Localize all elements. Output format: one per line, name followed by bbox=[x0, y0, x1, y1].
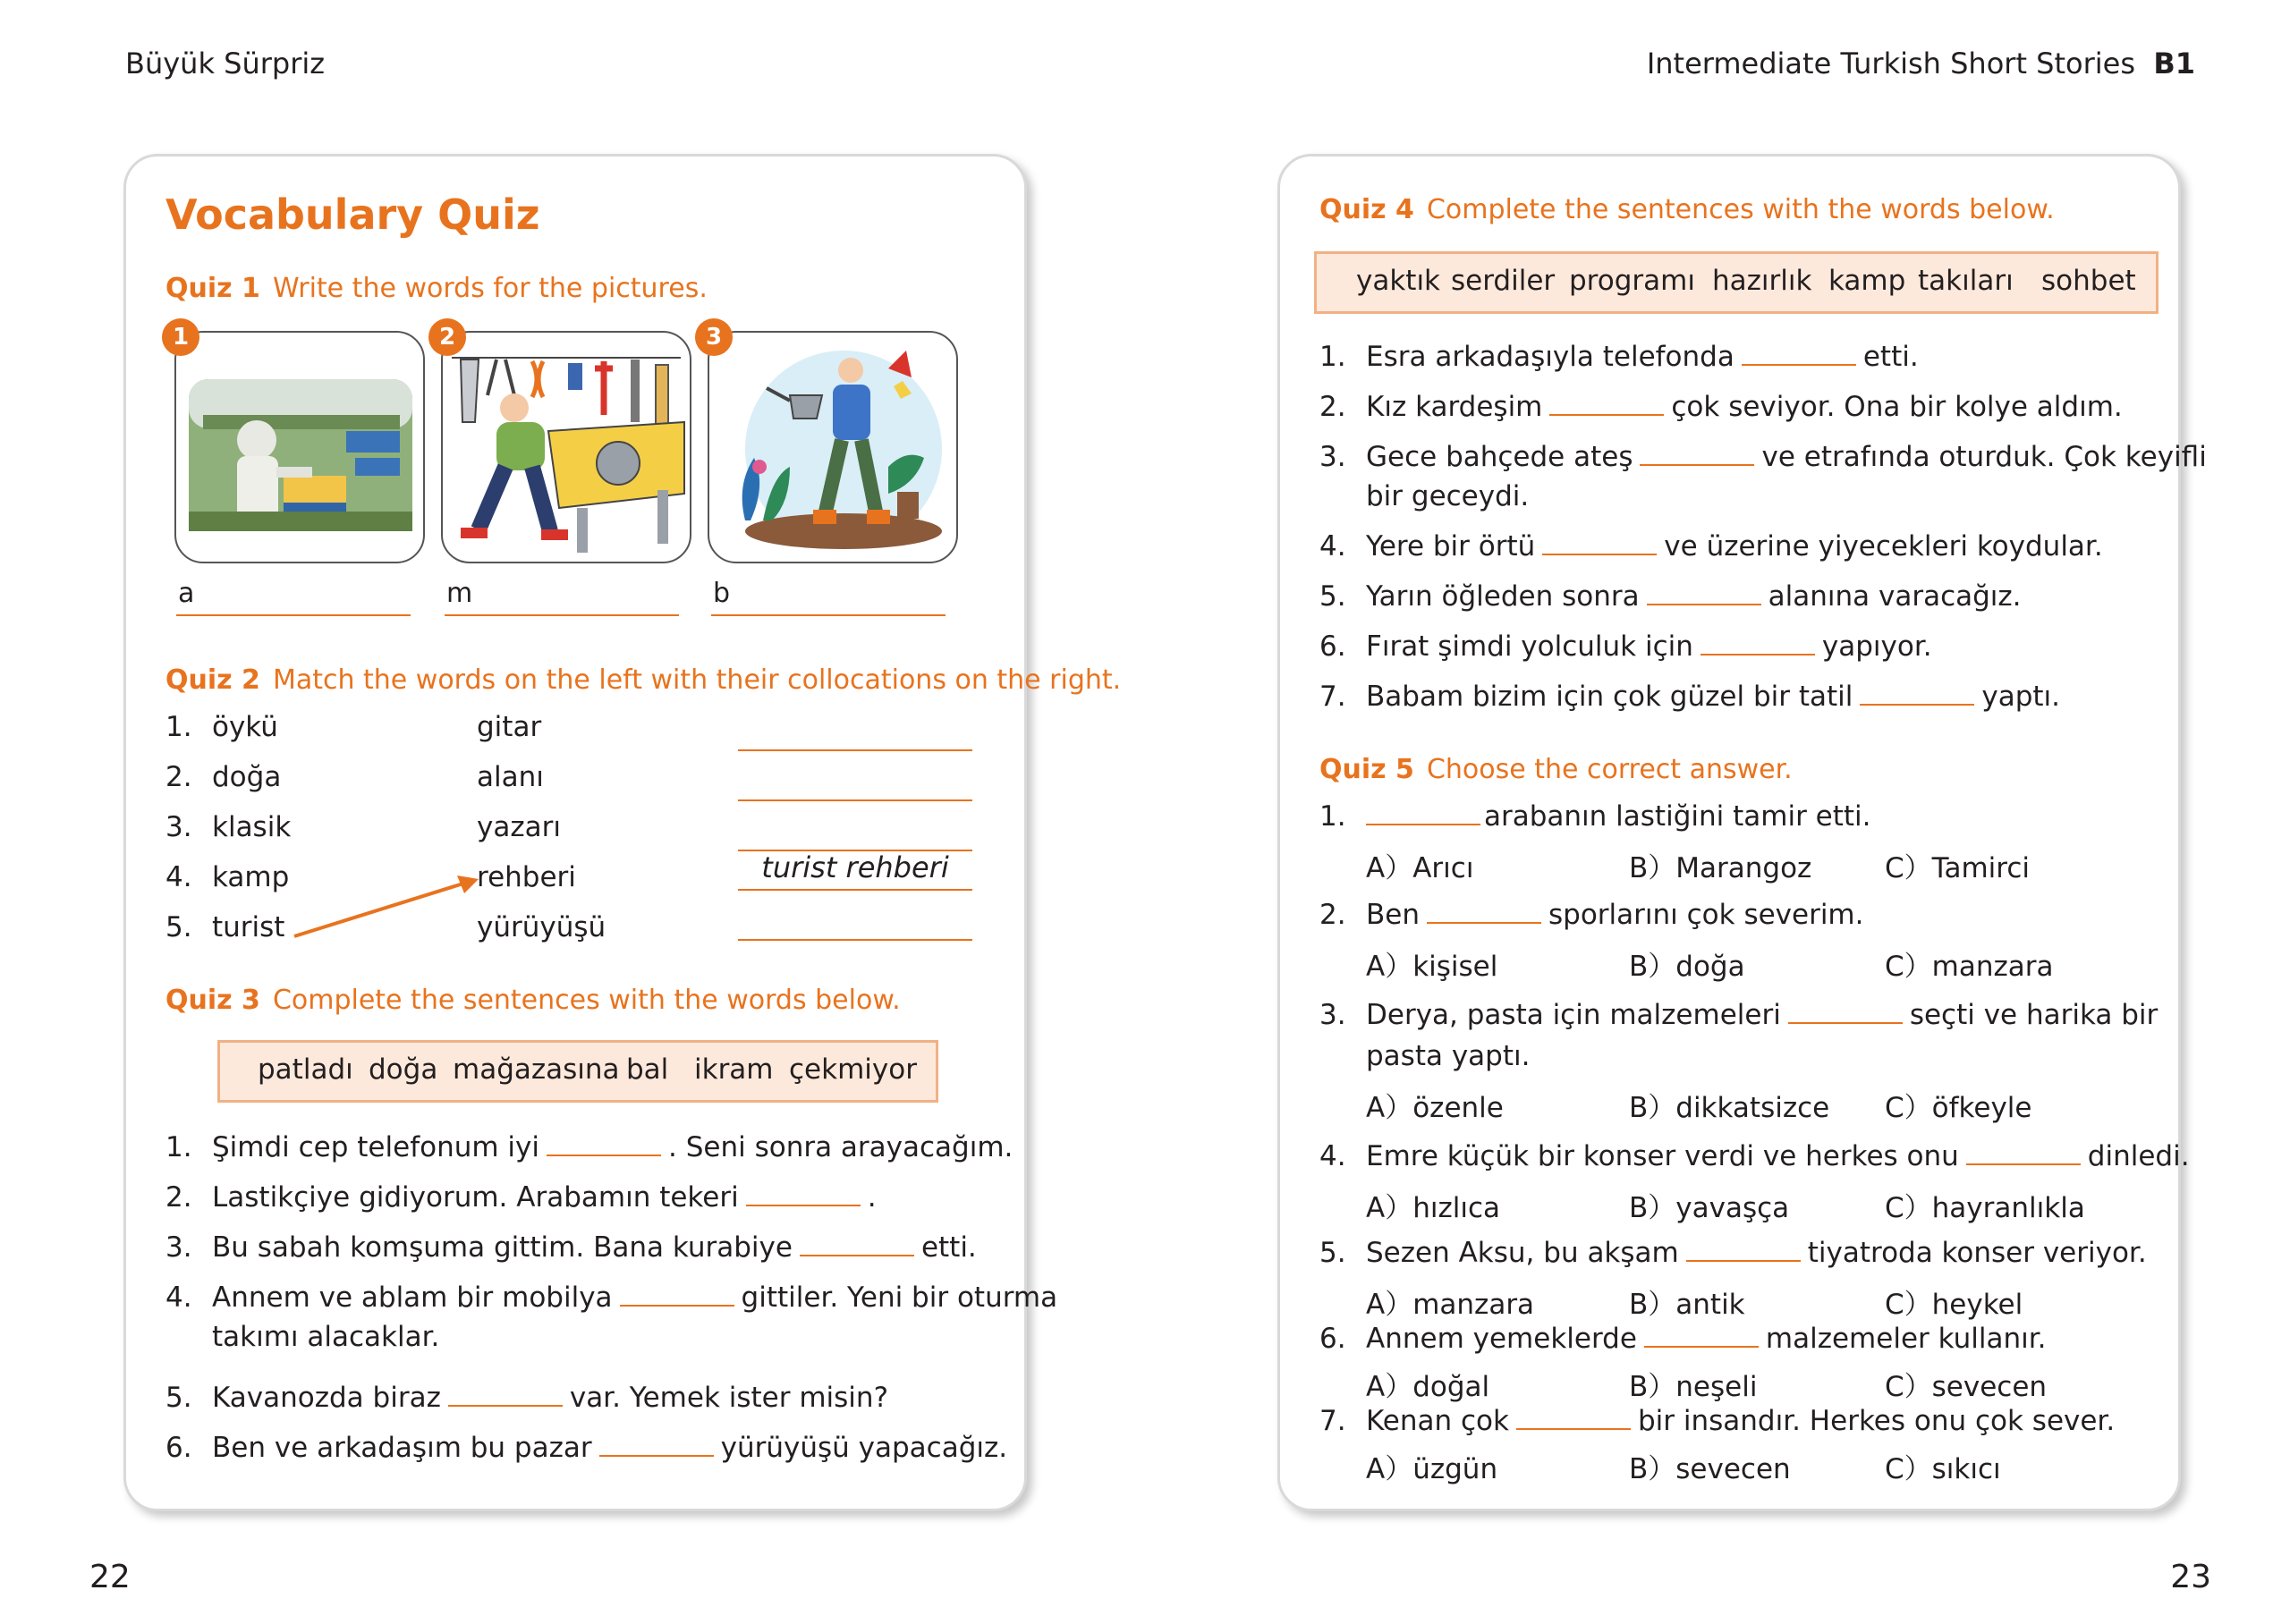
question-part: Ben bbox=[1366, 899, 1420, 931]
picture-3-number-badge: 3 bbox=[695, 318, 733, 356]
quiz2-heading bbox=[165, 664, 1121, 696]
fill-blank[interactable] bbox=[599, 1446, 714, 1457]
question-part: seçti ve harika bir bbox=[1909, 999, 2159, 1031]
fill-blank[interactable] bbox=[1542, 545, 1657, 555]
quiz2-row-5 bbox=[165, 911, 284, 943]
sentence-number: 5. bbox=[1319, 580, 1346, 613]
question-part: Emre küçük bir konser verdi ve herkes onu bbox=[1366, 1140, 1959, 1172]
quiz2-word: kamp bbox=[212, 861, 290, 893]
page-number-right: 23 bbox=[2170, 1559, 2211, 1595]
fill-blank[interactable] bbox=[448, 1396, 563, 1407]
quiz3-heading bbox=[165, 985, 901, 1016]
quiz5-question-2 bbox=[1319, 899, 1864, 931]
picture-1-letter: a bbox=[178, 578, 195, 609]
sentence-part: Yarın öğleden sonra bbox=[1366, 580, 1640, 613]
quiz5-heading bbox=[1319, 754, 1793, 785]
picture-3-gardener bbox=[708, 331, 958, 563]
question-part: bir insandır. Herkes onu çok sever. bbox=[1637, 1405, 2116, 1437]
fill-blank[interactable] bbox=[1647, 595, 1761, 605]
quiz2-row-2 bbox=[165, 761, 281, 793]
sentence-number: 4. bbox=[165, 1281, 192, 1314]
quiz2-num: 2. bbox=[165, 761, 192, 793]
sentence-part: Ben ve arkadaşım bu pazar bbox=[212, 1432, 592, 1464]
picture-2-answer-line[interactable] bbox=[445, 577, 679, 616]
quiz3-sentence-2 bbox=[165, 1181, 877, 1214]
sentence-part: gittiler. Yeni bir oturma bbox=[741, 1281, 1058, 1314]
picture-2-letter: m bbox=[446, 578, 473, 609]
quiz5-question-1 bbox=[1319, 800, 1871, 833]
gardener-illustration bbox=[709, 333, 956, 562]
quiz5-question-6 bbox=[1319, 1323, 2047, 1355]
question-part: dinledi. bbox=[2087, 1140, 2190, 1172]
sentence-part: ve etrafında oturduk. Çok keyifli bbox=[1761, 441, 2207, 473]
quiz5-q1-option-b[interactable]: B）Marangoz bbox=[1629, 852, 1812, 884]
sentence-number: 1. bbox=[1319, 341, 1346, 373]
sentence-number: 2. bbox=[1319, 391, 1346, 423]
quiz2-answer-line-5[interactable] bbox=[738, 939, 972, 941]
word-bank-item: bal bbox=[626, 1053, 669, 1086]
question-part: malzemeler kullanır. bbox=[1765, 1323, 2047, 1355]
sentence-part: etti. bbox=[920, 1231, 977, 1264]
quiz5-q6-option-b[interactable]: B）neşeli bbox=[1629, 1371, 1758, 1403]
quiz2-collocation-5: yürüyüşü bbox=[477, 911, 606, 943]
quiz2-num: 5. bbox=[165, 911, 192, 943]
quiz4-sentence-3-continued: bir geceydi. bbox=[1366, 480, 1530, 512]
quiz3-sentence-4-continued: takımı alacaklar. bbox=[212, 1321, 440, 1353]
quiz4-sentence-7 bbox=[1319, 681, 2060, 713]
picture-1-number-badge: 1 bbox=[162, 318, 199, 356]
fill-blank[interactable] bbox=[1549, 405, 1664, 416]
quiz5-q4-option-b[interactable]: B）yavaşça bbox=[1629, 1192, 1790, 1224]
sentence-number: 4. bbox=[1319, 530, 1346, 562]
quiz5-q2-option-a[interactable]: A）kişisel bbox=[1366, 951, 1498, 983]
quiz4-sentence-4 bbox=[1319, 530, 2103, 562]
sentence-part: Yere bir örtü bbox=[1366, 530, 1536, 562]
sentence-part: var. Yemek ister misin? bbox=[569, 1382, 889, 1414]
question-number: 3. bbox=[1319, 999, 1346, 1031]
word-bank-item: kamp bbox=[1828, 265, 1906, 297]
question-part: Derya, pasta için malzemeleri bbox=[1366, 999, 1781, 1031]
sentence-part: Babam bizim için çok güzel bir tatil bbox=[1366, 681, 1853, 713]
quiz5-q7-option-c[interactable]: C）sıkıcı bbox=[1885, 1453, 2001, 1485]
quiz5-q3-option-b[interactable]: B）dikkatsizce bbox=[1629, 1092, 1830, 1124]
quiz3-word-bank bbox=[217, 1040, 938, 1103]
word-bank-item: mağazasına bbox=[453, 1053, 620, 1086]
quiz5-q3-option-a[interactable]: A）özenle bbox=[1366, 1092, 1504, 1124]
sentence-part: Kavanozda biraz bbox=[212, 1382, 441, 1414]
word-bank-item: yaktık bbox=[1356, 265, 1441, 297]
quiz5-q1-option-a[interactable]: A）Arıcı bbox=[1366, 852, 1474, 884]
quiz5-q2-option-c[interactable]: C）manzara bbox=[1885, 951, 2054, 983]
fill-blank[interactable] bbox=[547, 1146, 661, 1156]
quiz5-question-3 bbox=[1319, 999, 2158, 1031]
sentence-number: 7. bbox=[1319, 681, 1346, 713]
fill-blank[interactable] bbox=[746, 1196, 861, 1206]
left-quiz-panel bbox=[123, 154, 1122, 1511]
sentence-number: 3. bbox=[1319, 441, 1346, 473]
question-part: sporlarını çok severim. bbox=[1548, 899, 1864, 931]
sentence-part: Gece bahçede ateş bbox=[1366, 441, 1633, 473]
picture-1-beekeeper bbox=[174, 331, 425, 563]
sentence-part: Esra arkadaşıyla telefonda bbox=[1366, 341, 1734, 373]
page-title: Vocabulary Quiz bbox=[165, 190, 540, 239]
quiz3-label: Quiz 3 bbox=[165, 985, 260, 1016]
right-quiz-panel bbox=[1277, 154, 2207, 1511]
question-number: 2. bbox=[1319, 899, 1346, 931]
quiz5-q7-option-a[interactable]: A）üzgün bbox=[1366, 1453, 1498, 1485]
sentence-part: yaptı. bbox=[1981, 681, 2061, 713]
sentence-part: etti. bbox=[1862, 341, 1919, 373]
quiz2-collocation-3: yazarı bbox=[477, 811, 561, 843]
quiz2-answer-line-1[interactable] bbox=[738, 749, 972, 751]
quiz5-q1-option-c[interactable]: C）Tamirci bbox=[1885, 852, 2030, 884]
quiz2-collocation-2: alanı bbox=[477, 761, 544, 793]
quiz2-word: klasik bbox=[212, 811, 292, 843]
quiz5-q2-option-b[interactable]: B）doğa bbox=[1629, 951, 1745, 983]
question-part: arabanın lastiğini tamir etti. bbox=[1484, 800, 1871, 833]
word-bank-item: sohbet bbox=[2041, 265, 2136, 297]
quiz5-q3-option-c[interactable]: C）öfkeyle bbox=[1885, 1092, 2032, 1124]
quiz5-instruction: Choose the correct answer. bbox=[1426, 754, 1793, 785]
fill-blank[interactable] bbox=[1516, 1419, 1631, 1430]
fill-blank[interactable] bbox=[800, 1246, 914, 1256]
fill-blank[interactable] bbox=[620, 1296, 734, 1307]
quiz3-sentence-5 bbox=[165, 1382, 888, 1414]
picture-3-letter: b bbox=[713, 578, 731, 609]
sentence-part: çok seviyor. Ona bir kolye aldım. bbox=[1671, 391, 2123, 423]
word-bank-item: serdiler bbox=[1451, 265, 1556, 297]
quiz2-row-4 bbox=[165, 861, 289, 893]
quiz5-q7-option-b[interactable]: B）sevecen bbox=[1629, 1453, 1791, 1485]
quiz5-q6-option-a[interactable]: A）doğal bbox=[1366, 1371, 1490, 1403]
quiz2-word: öykü bbox=[212, 711, 278, 743]
quiz1-label: Quiz 1 bbox=[165, 273, 260, 304]
quiz4-instruction: Complete the sentences with the words below. bbox=[1426, 194, 2055, 225]
sentence-part: alanına varacağız. bbox=[1768, 580, 2022, 613]
carpenter-illustration bbox=[443, 333, 690, 562]
quiz5-question-7 bbox=[1319, 1405, 2115, 1437]
quiz4-sentence-3 bbox=[1319, 441, 2207, 473]
fill-blank[interactable] bbox=[1788, 1013, 1903, 1024]
quiz2-row-1 bbox=[165, 711, 278, 743]
sentence-number: 3. bbox=[165, 1231, 192, 1264]
fill-blank[interactable] bbox=[1427, 913, 1541, 924]
quiz2-example-answer: turist rehberi bbox=[761, 850, 949, 884]
picture-2-carpenter bbox=[441, 331, 691, 563]
picture-3-answer-line[interactable] bbox=[711, 577, 946, 616]
quiz2-label: Quiz 2 bbox=[165, 664, 260, 696]
quiz4-sentence-5 bbox=[1319, 580, 2022, 613]
sentence-part: Fırat şimdi yolculuk için bbox=[1366, 630, 1693, 663]
quiz1-instruction: Write the words for the pictures. bbox=[272, 273, 708, 304]
level-badge: B1 bbox=[2153, 47, 2195, 80]
quiz2-num: 4. bbox=[165, 861, 192, 893]
quiz5-q4-option-c[interactable]: C）hayranlıkla bbox=[1885, 1192, 2085, 1224]
picture-2-number-badge: 2 bbox=[428, 318, 466, 356]
question-part: tiyatroda konser veriyor. bbox=[1807, 1237, 2147, 1269]
quiz5-label: Quiz 5 bbox=[1319, 754, 1414, 785]
fill-blank[interactable] bbox=[1742, 355, 1856, 366]
quiz5-q6-option-c[interactable]: C）sevecen bbox=[1885, 1371, 2048, 1403]
quiz3-instruction: Complete the sentences with the words below. bbox=[272, 985, 901, 1016]
quiz4-label: Quiz 4 bbox=[1319, 194, 1414, 225]
page-number-left: 22 bbox=[89, 1559, 131, 1595]
question-part: Sezen Aksu, bu akşam bbox=[1366, 1237, 1679, 1269]
sentence-part: Annem ve ablam bir mobilya bbox=[212, 1281, 613, 1314]
quiz3-sentence-4 bbox=[165, 1281, 1057, 1314]
sentence-number: 5. bbox=[165, 1382, 192, 1414]
quiz5-question-4 bbox=[1319, 1140, 2190, 1172]
running-head-right bbox=[1647, 47, 2195, 80]
quiz2-instruction: Match the words on the left with their collocations on the right. bbox=[272, 664, 1122, 696]
quiz5-q5-option-b[interactable]: B）antik bbox=[1629, 1289, 1745, 1321]
example-match-arrow bbox=[291, 872, 488, 943]
sentence-part: Kız kardeşim bbox=[1366, 391, 1543, 423]
sentence-part: Lastikçiye gidiyorum. Arabamın tekeri bbox=[212, 1181, 739, 1214]
quiz2-num: 3. bbox=[165, 811, 192, 843]
running-head-left: Büyük Sürpriz bbox=[125, 47, 326, 80]
fill-blank[interactable] bbox=[1860, 695, 1974, 706]
quiz5-q4-option-a[interactable]: A）hızlıca bbox=[1366, 1192, 1501, 1224]
fill-blank[interactable] bbox=[1966, 1155, 2081, 1165]
beekeeper-photo bbox=[176, 333, 423, 562]
quiz2-num: 1. bbox=[165, 711, 192, 743]
quiz2-word: turist bbox=[212, 911, 285, 943]
quiz2-collocation-1: gitar bbox=[477, 711, 542, 743]
series-title: Intermediate Turkish Short Stories bbox=[1646, 47, 2135, 80]
sentence-number: 1. bbox=[165, 1131, 192, 1163]
quiz1-heading bbox=[165, 273, 708, 304]
sentence-number: 6. bbox=[165, 1432, 192, 1464]
picture-1-answer-line[interactable] bbox=[176, 577, 411, 616]
sentence-part: yürüyüşü yapacağız. bbox=[720, 1432, 1008, 1464]
quiz5-question-5 bbox=[1319, 1237, 2147, 1269]
fill-blank[interactable] bbox=[1640, 455, 1754, 466]
quiz4-sentence-2 bbox=[1319, 391, 2123, 423]
quiz3-sentence-3 bbox=[165, 1231, 977, 1264]
quiz2-collocation-4: rehberi bbox=[477, 861, 576, 893]
quiz4-sentence-6 bbox=[1319, 630, 1932, 663]
quiz4-word-bank bbox=[1314, 251, 2159, 314]
fill-blank[interactable] bbox=[1644, 1337, 1759, 1348]
quiz4-heading bbox=[1319, 194, 2055, 225]
question-part: Annem yemeklerde bbox=[1366, 1323, 1637, 1355]
quiz2-word: doğa bbox=[212, 761, 282, 793]
quiz2-answer-line-4[interactable] bbox=[738, 889, 972, 891]
sentence-part: ve üzerine yiyecekleri koydular. bbox=[1664, 530, 2103, 562]
word-bank-item: patladı bbox=[258, 1053, 353, 1086]
quiz3-sentence-6 bbox=[165, 1432, 1007, 1464]
word-bank-item: hazırlık bbox=[1712, 265, 1812, 297]
question-number: 6. bbox=[1319, 1323, 1346, 1355]
question-number: 4. bbox=[1319, 1140, 1346, 1172]
quiz2-answer-line-2[interactable] bbox=[738, 799, 972, 801]
quiz2-row-3 bbox=[165, 811, 291, 843]
word-bank-item: doğa bbox=[369, 1053, 438, 1086]
quiz5-question-3-continued: pasta yaptı. bbox=[1366, 1040, 1531, 1072]
question-number: 7. bbox=[1319, 1405, 1346, 1437]
question-number: 5. bbox=[1319, 1237, 1346, 1269]
word-bank-item: programı bbox=[1569, 265, 1695, 297]
word-bank-item: çekmiyor bbox=[789, 1053, 917, 1086]
sentence-part: . bbox=[867, 1181, 877, 1214]
sentence-part: yapıyor. bbox=[1821, 630, 1932, 663]
quiz5-q5-option-a[interactable]: A）manzara bbox=[1366, 1289, 1535, 1321]
quiz4-sentence-1 bbox=[1319, 341, 1919, 373]
sentence-number: 6. bbox=[1319, 630, 1346, 663]
sentence-part: Şimdi cep telefonum iyi bbox=[212, 1131, 539, 1163]
question-part: Kenan çok bbox=[1366, 1405, 1509, 1437]
quiz3-sentence-1 bbox=[165, 1131, 1013, 1163]
fill-blank[interactable] bbox=[1366, 815, 1480, 825]
sentence-number: 2. bbox=[165, 1181, 192, 1214]
word-bank-item: takıları bbox=[1918, 265, 2014, 297]
quiz5-q5-option-c[interactable]: C）heykel bbox=[1885, 1289, 2023, 1321]
sentence-part: Bu sabah komşuma gittim. Bana kurabiye bbox=[212, 1231, 793, 1264]
question-number: 1. bbox=[1319, 800, 1346, 833]
fill-blank[interactable] bbox=[1701, 645, 1815, 656]
word-bank-item: ikram bbox=[694, 1053, 774, 1086]
sentence-part: . Seni sonra arayacağım. bbox=[668, 1131, 1014, 1163]
fill-blank[interactable] bbox=[1686, 1251, 1801, 1262]
